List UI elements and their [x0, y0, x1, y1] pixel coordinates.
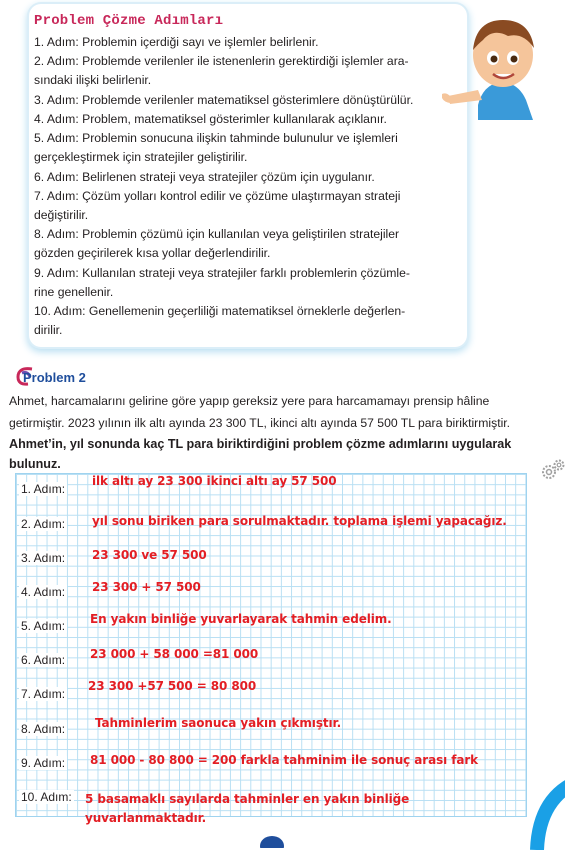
step-label: 2. Adım: — [21, 517, 66, 531]
step-answer[interactable]: 23 300 ve 57 500 — [92, 548, 207, 562]
problem-question-line: Ahmet’in, yıl sonunda kaç TL para biriktirdiğini problem çözme adımlarını uygularak — [9, 437, 512, 451]
step-line: 5. Adım: Problemin sonucuna ilişkin tahminde bulunulur ve işlemleri — [34, 131, 398, 145]
step-line: 9. Adım: Kullanılan strateji veya stratejiler farklı problemlerin çözümle- — [34, 266, 410, 280]
step-line: değiştirilir. — [34, 208, 89, 222]
step-answer[interactable]: 5 basamaklı sayılarda tahminler en yakın binliğe — [85, 792, 410, 806]
step-label: 9. Adım: — [21, 756, 66, 770]
step-label: 10. Adım: — [21, 790, 72, 804]
boy-character-icon — [438, 10, 548, 120]
step-line: 10. Adım: Genellemenin geçerliliği matematiksel örneklerle değerlen- — [34, 304, 406, 318]
step-line: 6. Adım: Belirlenen strateji veya stratejiler çözüm için uygulanır. — [34, 170, 375, 184]
step-line: sındaki ilişki belirlenir. — [34, 73, 152, 87]
step-answer[interactable]: 23 300 + 57 500 — [92, 580, 201, 594]
step-line: gerçekleştirmek için stratejiler geliştirilir. — [34, 150, 248, 164]
step-label: 6. Adım: — [21, 653, 66, 667]
gear-icon — [540, 458, 565, 482]
step-line: gözden geçirilerek kısa yollar değerlendirilir. — [34, 246, 271, 260]
step-answer[interactable]: Tahminlerim saonuca yakın çıkmıştır. — [95, 716, 342, 730]
step-line: 7. Adım: Çözüm yolları kontrol edilir ve çözüme ulaştırmayan strateji — [34, 189, 401, 203]
step-label: 1. Adım: — [21, 482, 66, 496]
decorative-circle — [259, 832, 285, 848]
step-line: 2. Adım: Problemde verilenler ile istenenlerin gerektirdiği işlemler ara- — [34, 54, 409, 68]
problem-text-line: getirmiştir. 2023 yılının ilk altı ayında 23 300 TL, ikinci altı ayında 57 500 TL para biriktirmiştir. — [9, 416, 511, 430]
step-line: rine genellenir. — [34, 285, 114, 299]
step-line: dirilir. — [34, 323, 63, 337]
step-line: 4. Adım: Problem, matematiksel gösterimler kullanılarak açıklanır. — [34, 112, 387, 126]
info-box-title: Problem Çözme Adımları — [34, 13, 224, 29]
step-answer-continued[interactable]: yuvarlanmaktadır. — [85, 811, 207, 825]
step-label: 5. Adım: — [21, 619, 66, 633]
problem-question-line: bulunuz. — [9, 457, 61, 471]
decorative-arc — [525, 770, 565, 850]
step-answer[interactable]: yıl sonu biriken para sorulmaktadır. toplama işlemi yapacağız. — [92, 514, 507, 528]
step-label: 4. Adım: — [21, 585, 66, 599]
step-answer[interactable]: ilk altı ay 23 300 ikinci altı ay 57 500 — [92, 474, 337, 488]
step-label: 3. Adım: — [21, 551, 66, 565]
step-line: 8. Adım: Problemin çözümü için kullanılan veya geliştirilen stratejiler — [34, 227, 400, 241]
step-answer[interactable]: 23 000 + 58 000 =81 000 — [90, 647, 259, 661]
step-answer[interactable]: 81 000 - 80 800 = 200 farkla tahminim ile sonuç arası fark — [90, 753, 479, 767]
step-label: 7. Adım: — [21, 687, 66, 701]
step-label: 8. Adım: — [21, 722, 66, 736]
step-line: 3. Adım: Problemde verilenler matematiksel gösterimlere dönüştürülür. — [34, 93, 414, 107]
step-answer[interactable]: En yakın binliğe yuvarlayarak tahmin edelim. — [90, 612, 392, 626]
problem-label: Problem 2 — [23, 370, 86, 385]
step-answer[interactable]: 23 300 +57 500 = 80 800 — [88, 679, 257, 693]
step-line: 1. Adım: Problemin içerdiği sayı ve işlemler belirlenir. — [34, 35, 319, 49]
problem-text-line: Ahmet, harcamalarını gelirine göre yapıp gereksiz yere para harcamamayı prensip hâline — [9, 394, 490, 408]
